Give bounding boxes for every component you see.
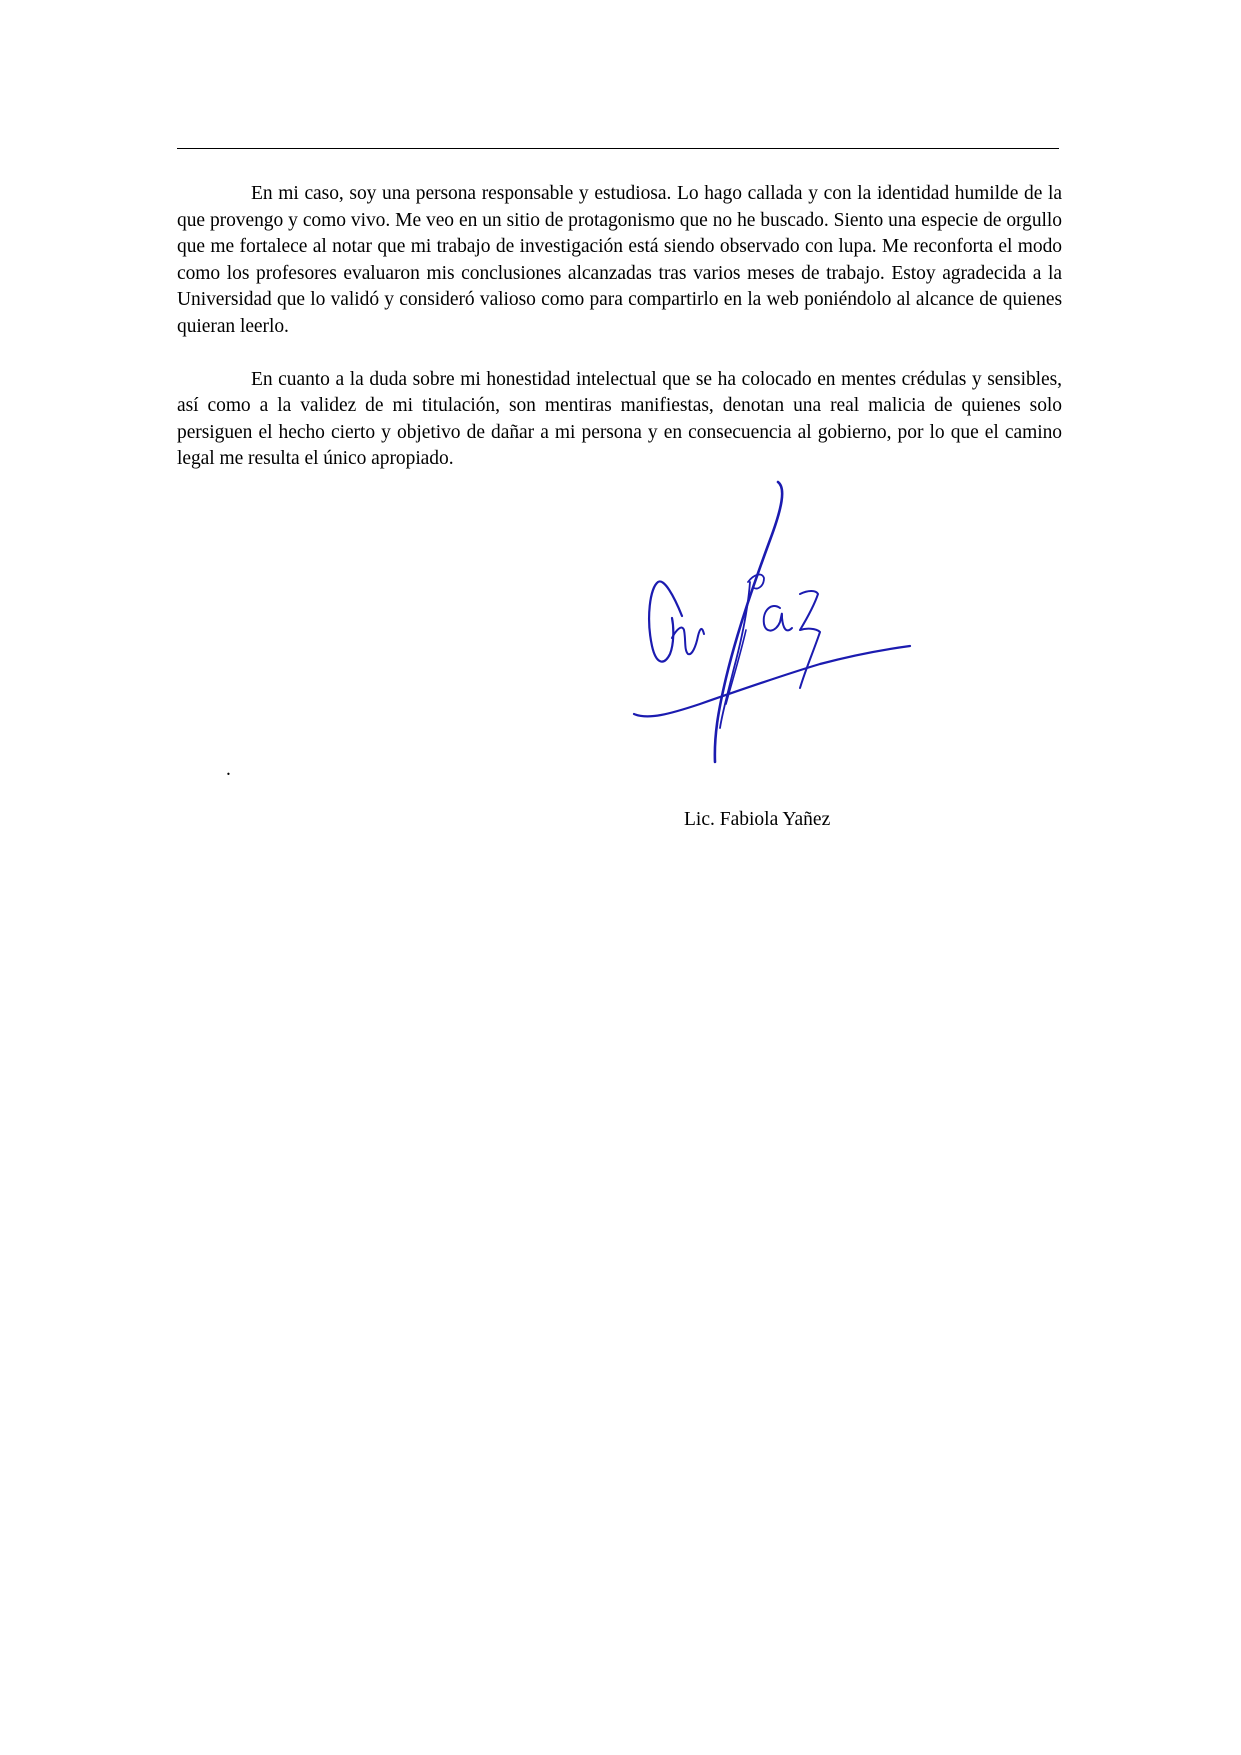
stray-period: . <box>226 759 231 780</box>
paragraph-2: En cuanto a la duda sobre mi honestidad intelectual que se ha colocado en mentes crédulas y sensibles, así como a la validez de mi titulación, son mentiras manifiestas, denotan una real malicia de quienes solo persiguen el hecho cierto y objetivo de dañar a mi persona y en consecuencia al gobierno, por lo que el camino legal me resulta el único apropiado. <box>177 368 1062 470</box>
letter-body <box>177 181 1062 499</box>
signer-name: Lic. Fabiola Yañez <box>684 809 831 830</box>
paragraph-1: En mi caso, soy una persona responsable y estudiosa. Lo hago callada y con la identidad humilde de la que provengo y como vivo. Me veo en un sitio de protagonismo que no he buscado. Siento una especie de orgullo que me fortalece al notar que mi trabajo de investigación está siendo observado con lupa. Me reconforta el modo como los profesores evaluaron mis conclusiones alcanzadas tras varios meses de trabajo. Estoy agradecida a la Universidad que lo validó y consideró valioso como para compartirlo en la web poniéndolo al alcance de quienes quieran leerlo. <box>177 183 1062 337</box>
header-rule <box>177 148 1059 149</box>
signature-image <box>630 478 920 773</box>
